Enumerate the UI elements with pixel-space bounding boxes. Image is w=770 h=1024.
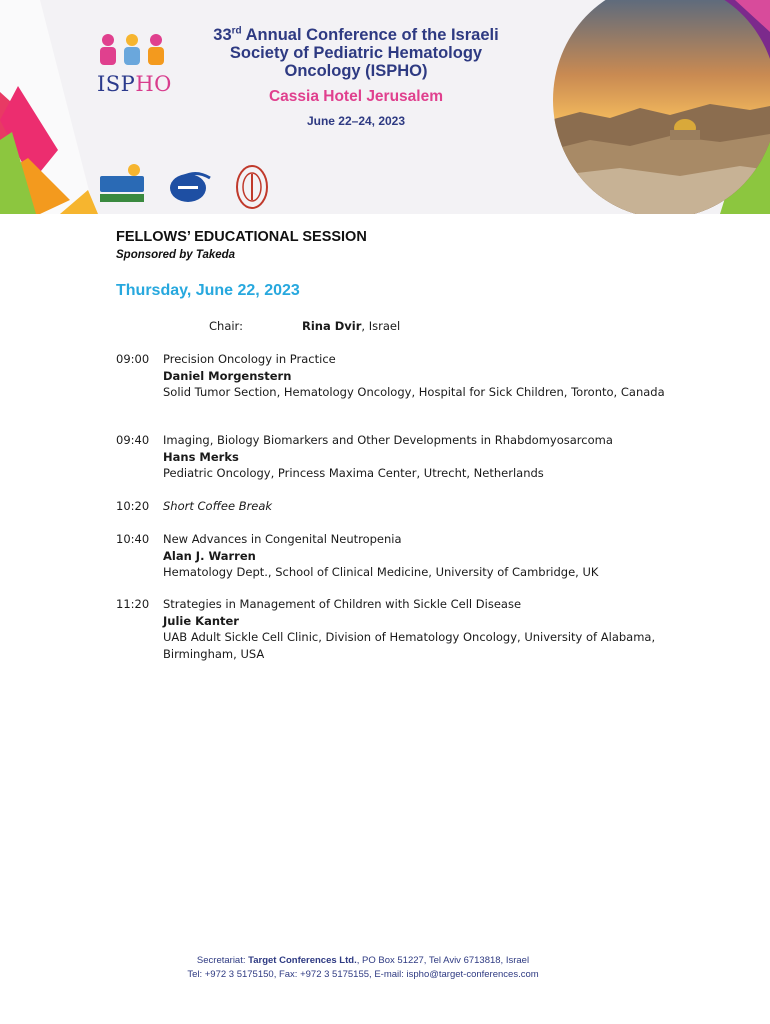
sponsor-logo-3 xyxy=(234,164,270,210)
chair-name: Rina Dvir, Israel xyxy=(302,319,401,333)
jerusalem-sunset-photo xyxy=(550,0,770,214)
conference-banner xyxy=(0,0,770,214)
sponsor-logo-1 xyxy=(98,162,146,206)
item-affiliation: Solid Tumor Section, Hematology Oncology, Hospital for Sick Children, Toronto, Canada xyxy=(163,385,665,399)
ispho-logo-text: ISPHO xyxy=(97,72,172,96)
item-time: 11:20 xyxy=(116,597,150,611)
item-topic: Strategies in Management of Children with Sickle Cell Disease xyxy=(163,597,522,611)
sponsor-logo-2 xyxy=(166,166,214,206)
conference-title: 33rd Annual Conference of the Israeli Society of Pediatric Hematology Oncology (ISPHO) xyxy=(213,25,499,80)
chair-label: Chair: xyxy=(209,319,243,333)
conference-dates: June 22–24, 2023 xyxy=(306,114,406,128)
venue: Cassia Hotel Jerusalem xyxy=(268,88,444,105)
item-topic: Imaging, Biology Biomarkers and Other Developments in Rhabdomyosarcoma xyxy=(163,433,613,447)
item-affiliation: UAB Adult Sickle Cell Clinic, Division of Hematology Oncology, University of Alabama, Birmingham, USA xyxy=(163,630,656,661)
item-speaker: Alan J. Warren xyxy=(163,548,256,563)
item-topic: New Advances in Congenital Neutropenia xyxy=(163,532,402,546)
item-affiliation: Hematology Dept., School of Clinical Medicine, University of Cambridge, UK xyxy=(163,565,599,579)
secretariat-footer xyxy=(0,954,726,982)
session-title: FELLOWS’ EDUCATIONAL SESSION xyxy=(116,229,367,245)
footer-address: Secretariat: Target Conferences Ltd., PO Box 51227, Tel Aviv 6713818, Israel xyxy=(196,955,530,966)
item-speaker: Julie Kanter xyxy=(163,613,239,628)
item-speaker: Daniel Morgenstern xyxy=(163,368,292,383)
item-topic: Precision Oncology in Practice xyxy=(163,352,336,366)
item-time: 10:20 xyxy=(116,499,150,513)
coffee-break-label: Short Coffee Break xyxy=(163,499,273,513)
item-time: 10:40 xyxy=(116,532,150,546)
session-sponsor: Sponsored by Takeda xyxy=(116,249,236,261)
session-day: Thursday, June 22, 2023 xyxy=(116,282,300,299)
item-time: 09:40 xyxy=(116,433,150,447)
footer-contact: Tel: +972 3 5175150, Fax: +972 3 5175155, E-mail: ispho@target-conferences.com xyxy=(187,969,539,980)
item-affiliation: Pediatric Oncology, Princess Maxima Center, Utrecht, Netherlands xyxy=(163,466,544,480)
item-speaker: Hans Merks xyxy=(163,449,239,464)
item-time: 09:00 xyxy=(116,352,150,366)
